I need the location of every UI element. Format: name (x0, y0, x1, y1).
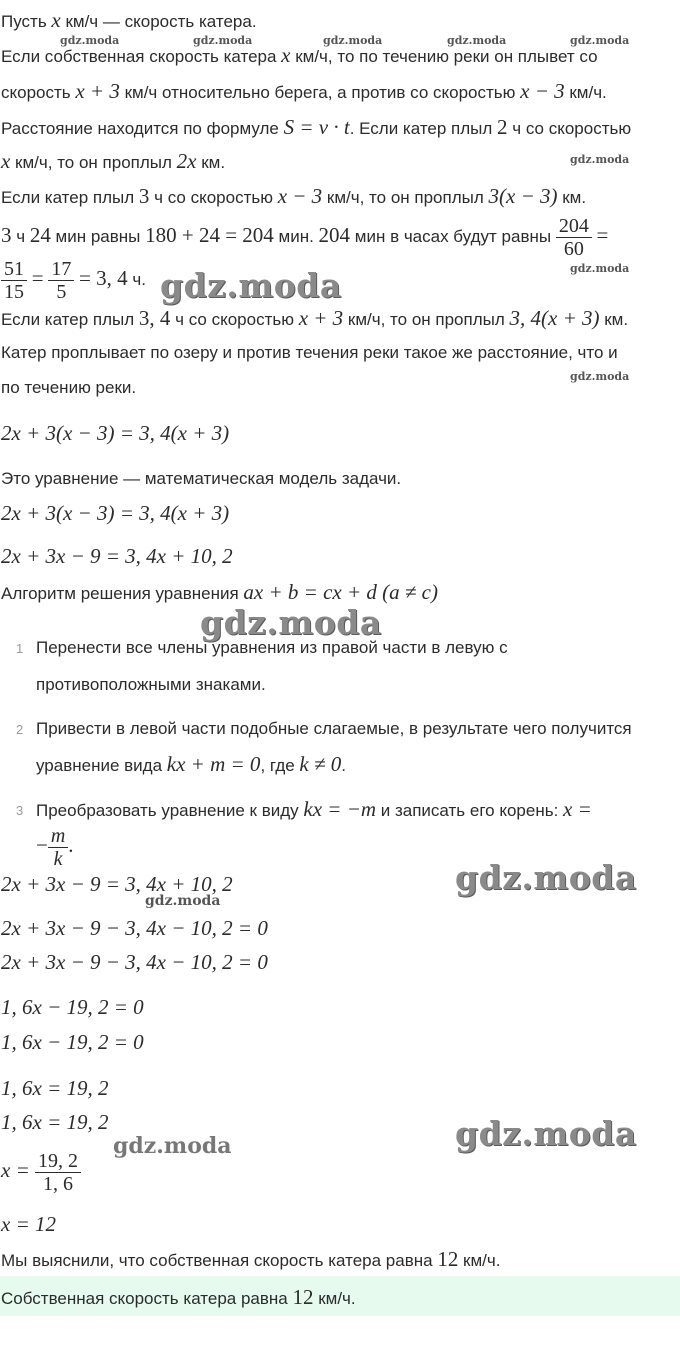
step-1-text-a: Перенести все члены уравнения из правой части в левую с (36, 638, 508, 657)
equation-5: 2x + 3x − 9 − 3, 4x − 10, 2 = 0 (1, 916, 268, 940)
equation-12: x = 12 (1, 1212, 56, 1236)
text-line-5: x км/ч, то он проплыл 2x км. (1, 149, 226, 173)
equation-11: x = $\frac{19, 2}{1, 6}$ (1, 1142, 81, 1198)
equation-9: 1, 6x = 19, 2 (1, 1076, 109, 1100)
text-line-1: Пусть x км/ч — скорость катера. (1, 8, 257, 32)
step-2-number: 2 (16, 722, 24, 737)
fraction-51-15: $\frac{51}{15}$ (1, 258, 27, 303)
equation-6: 2x + 3x − 9 − 3, 4x − 10, 2 = 0 (1, 950, 268, 974)
fraction-m-k: $\frac{m}{k}$ (48, 825, 68, 870)
equation-1: 2x + 3(x − 3) = 3, 4(x + 3) (1, 421, 230, 445)
answer-text: Собственная скорость катера равна 12 км/ч. (1, 1285, 356, 1309)
equation-3: 2x + 3x − 9 = 3, 4x + 10, 2 (1, 544, 233, 568)
text-line-12: Это уравнение — математическая модель задачи. (1, 469, 402, 488)
algorithm-heading: Алгоритм решения уравнения ax + b = cx + d (a ≠ c) (1, 580, 438, 604)
equation-2: 2x + 3(x − 3) = 3, 4(x + 3) (1, 501, 230, 525)
watermark-big-4: gdz.moda (455, 1114, 637, 1153)
text-line-10: Катер проплывает по озеру и против течения реки такое же расстояние, что и (1, 343, 618, 362)
text-line-7: 3 ч 24 мин равны 180 + 24 = 204 мин. 204 мин в часах будут равны $\frac{204}{60}$ = (1, 215, 609, 261)
equation-7: 1, 6x − 19, 2 = 0 (1, 995, 144, 1019)
watermark-big-1: gdz.moda (160, 266, 342, 305)
watermark-6: gdz.moda (570, 153, 630, 166)
equation-4: 2x + 3x − 9 = 3, 4x + 10, 2 (1, 872, 233, 896)
fraction-17-5: $\frac{17}{5}$ (48, 258, 74, 303)
watermark-9: gdz.moda (145, 893, 221, 909)
watermark-5: gdz.moda (570, 34, 630, 47)
watermark-7: gdz.moda (570, 262, 630, 275)
watermark-1: gdz.moda (60, 34, 120, 47)
watermark-big-2: gdz.moda (200, 603, 382, 642)
watermark-8: gdz.moda (570, 370, 630, 383)
text-line-4: Расстояние находится по формуле S = v · t. Если катер плыл 2 ч со скоростью (1, 115, 632, 139)
answer-box (0, 1276, 680, 1316)
step-3-text-b: − $\frac{m}{k}$ . (36, 825, 74, 871)
text-line-2: Если собственная скорость катера x км/ч, то по течению реки он плывет со (1, 43, 598, 67)
watermark-3: gdz.moda (323, 34, 383, 47)
text-line-11: по течению реки. (1, 378, 137, 397)
step-1-text-b: противоположными знаками. (36, 675, 266, 694)
text-line-8: $\frac{51}{15}$ = $\frac{17}{5}$ = 3, 4 ч. (1, 254, 146, 304)
step-1-number: 1 (16, 641, 24, 656)
watermark-2: gdz.moda (193, 34, 253, 47)
fraction-204-60: $\frac{204}{60}$ (556, 215, 592, 260)
text-line-3: скорость x + 3 км/ч относительно берега, а против со скоростью x − 3 км/ч. (1, 79, 607, 103)
step-3-text-a: Преобразовать уравнение к виду kx = −m и записать его корень: x = (36, 797, 592, 821)
watermark-4: gdz.moda (447, 34, 507, 47)
text-line-6: Если катер плыл 3 ч со скоростью x − 3 км/ч, то он проплыл 3(x − 3) км. (1, 184, 587, 208)
equation-10: 1, 6x = 19, 2 (1, 1110, 109, 1134)
text-line-9: Если катер плыл 3, 4 ч со скоростью x + 3 км/ч, то он проплыл 3, 4(x + 3) км. (1, 306, 629, 330)
watermark-med-1: gdz.moda (113, 1133, 232, 1159)
step-2-text-a: Привести в левой части подобные слагаемые, в результате чего получится (36, 719, 632, 738)
equation-8: 1, 6x − 19, 2 = 0 (1, 1030, 144, 1054)
step-3-number: 3 (16, 803, 24, 818)
step-2-text-b: уравнение вида kx + m = 0, где k ≠ 0. (36, 752, 347, 776)
watermark-big-3: gdz.moda (455, 858, 637, 897)
conclusion-line: Мы выяснили, что собственная скорость катера равна 12 км/ч. (1, 1247, 501, 1271)
fraction-19-2-over-1-6: $\frac{19, 2}{1, 6}$ (35, 1150, 81, 1195)
